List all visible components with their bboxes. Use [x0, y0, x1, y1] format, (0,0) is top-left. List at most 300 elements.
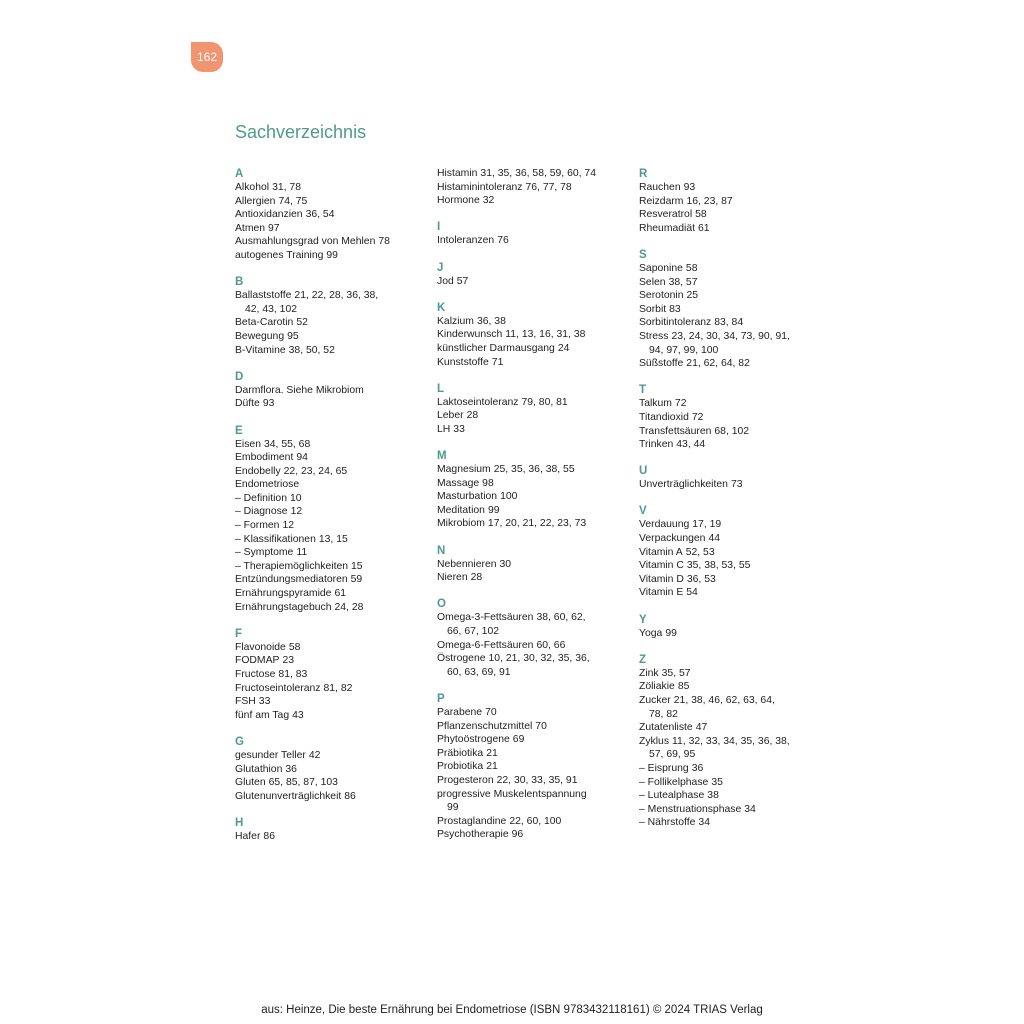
entry-pages: 59 [350, 574, 363, 586]
index-entry [235, 601, 425, 615]
entry-pages: 94 [296, 452, 308, 464]
index-entry [437, 328, 627, 342]
entry-term: B-Vitamine [235, 344, 286, 356]
entry-pages: 34, 55, 68 [264, 438, 311, 450]
entry-pages: 15 [351, 560, 363, 572]
entry-pages: 38, 57 [668, 276, 698, 288]
index-entry [235, 763, 425, 777]
section-letter: O [437, 598, 446, 611]
entry-term: FODMAP [235, 655, 280, 667]
entry-term: Ernährungspyramide [235, 588, 332, 600]
entry-term: LH [437, 423, 451, 435]
entry-term: Yoga [639, 627, 663, 639]
index-entry [235, 492, 425, 506]
index-section [235, 735, 425, 803]
entry-term: künstlicher Darmausgang [437, 342, 555, 354]
index-entry [437, 611, 627, 625]
index-section [639, 464, 829, 492]
entry-term: fünf am Tag [235, 709, 290, 721]
index-entry [437, 652, 627, 666]
index-entry [437, 828, 627, 842]
entry-pages: 52 [296, 317, 308, 329]
index-section [639, 248, 829, 371]
entry-term: Omega-3-Fettsäuren [437, 612, 534, 624]
entry-pages: 31, 35, 36, 58, 59, 60, 74 [480, 168, 596, 179]
entry-term: Entzündungsmediatoren [235, 574, 348, 586]
index-entry [235, 303, 425, 317]
index-entry [235, 776, 425, 790]
entry-pages: 79, 80, 81 [521, 396, 568, 408]
entry-term: Laktoseintoleranz [437, 396, 519, 408]
entry-term: Zucker [639, 695, 671, 706]
entry-pages: 86 [344, 790, 356, 802]
entry-pages: 93 [262, 398, 275, 410]
entry-pages: 10 [289, 492, 302, 504]
index-entry [639, 680, 829, 694]
entry-term: – Symptome [235, 547, 294, 559]
index-entry [235, 505, 425, 519]
entry-pages: 58 [288, 641, 301, 653]
entry-term: FSH [235, 696, 256, 708]
entry-term: gesunder Teller [235, 749, 306, 761]
entry-pages: 100 [500, 491, 518, 503]
entry-term: Eisen [235, 438, 261, 450]
entry-pages: 99 [487, 504, 500, 516]
entry-term: Mikrobiom [437, 518, 485, 530]
entry-pages: 93 [683, 182, 696, 193]
entry-term: Meditation [437, 504, 485, 516]
index-entry [437, 801, 627, 815]
entry-pages: 23 [282, 655, 295, 667]
entry-term: Ernährungstagebuch [235, 601, 332, 613]
entry-pages: 43, 44 [676, 439, 706, 451]
index-entry [639, 789, 829, 803]
entry-term: – Menstruationsphase [639, 803, 742, 815]
entry-pages: 76, 77, 78 [525, 181, 572, 193]
entry-term: Unverträglichkeiten [639, 479, 728, 491]
entry-term: Vitamin C [639, 560, 684, 572]
index-entry [639, 438, 829, 452]
entry-term: Vitamin E [639, 587, 684, 599]
entry-term: Ballaststoffe [235, 290, 292, 302]
entry-term: Verpackungen [639, 533, 706, 545]
entry-pages: 38, 50, 52 [288, 344, 335, 356]
index-section [639, 613, 829, 641]
entry-pages: 31, 78 [272, 182, 301, 193]
entry-term: Transfettsäuren [639, 425, 712, 437]
index-entry [437, 504, 627, 518]
section-letter: P [437, 693, 445, 705]
entry-term: Flavonoide [235, 641, 286, 653]
index-entry [639, 762, 829, 776]
entry-term: Pflanzenschutzmittel [437, 720, 533, 732]
entry-pages: 72 [691, 411, 704, 423]
index-section [639, 504, 829, 600]
index-entry [437, 747, 627, 761]
entry-pages: 58 [695, 209, 707, 221]
index-entry [639, 181, 829, 195]
index-entry [437, 733, 627, 747]
entry-term: Histamin [437, 168, 478, 179]
index-entry [639, 289, 829, 303]
section-letter: G [235, 735, 244, 748]
index-entry [437, 760, 627, 774]
index-entry [639, 546, 829, 560]
index-entry [437, 774, 627, 788]
entry-pages: 35, 38, 53, 55 [686, 560, 751, 572]
page-title: Sachverzeichnis [235, 122, 367, 142]
index-entry [639, 208, 829, 222]
entry-term: Atmen [235, 222, 266, 234]
section-letter: H [235, 816, 244, 829]
index-entry [437, 571, 627, 585]
index-entry [639, 425, 829, 439]
index-entry [639, 397, 829, 411]
entry-term: Kinderwunsch [437, 329, 503, 341]
entry-pages: 25 [686, 290, 699, 302]
entry-pages: 52, 53 [685, 546, 715, 558]
entry-term: Titandioxid [639, 411, 689, 423]
entry-term: Fructoseintoleranz [235, 682, 321, 694]
entry-pages: 81, 82 [323, 682, 353, 694]
section-letter: B [235, 276, 244, 289]
entry-pages: 69 [512, 734, 525, 746]
index-entry [235, 195, 425, 209]
index-entry [639, 627, 829, 641]
entry-pages: 44 [708, 533, 721, 545]
index-entry [639, 222, 829, 236]
index-section [437, 449, 627, 531]
index-entry [437, 490, 627, 504]
index-entry [437, 194, 627, 208]
index-entry [235, 235, 425, 249]
index-column-1 [235, 167, 425, 856]
section-letter: S [639, 248, 647, 261]
entry-term: Nieren [437, 572, 468, 584]
index-entry [437, 463, 627, 477]
index-entry [639, 411, 829, 425]
entry-term: Endometriose [235, 479, 300, 491]
entry-term: Prostaglandine [437, 815, 507, 827]
entry-pages: 54 [686, 587, 698, 599]
index-section [437, 544, 627, 585]
entry-pages: 33 [258, 696, 271, 708]
entry-pages: 68, 102 [714, 425, 750, 437]
entry-term: – Definition [235, 492, 287, 504]
index-entry [235, 573, 425, 587]
index-entry [639, 532, 829, 546]
entry-pages: 78 [378, 236, 390, 248]
index-entry [437, 815, 627, 829]
entry-pages: 30 [499, 558, 512, 570]
entry-term: Trinken [639, 439, 674, 451]
index-section [235, 424, 425, 615]
index-section [235, 627, 425, 723]
entry-pages: 21 [486, 761, 498, 773]
index-entry [437, 167, 627, 181]
entry-pages: 22, 60, 100 [509, 815, 562, 827]
entry-pages: 34 [744, 803, 756, 815]
entry-pages: 35 [711, 776, 723, 788]
entry-term: Saponine [639, 262, 683, 274]
index-entry [437, 558, 627, 572]
entry-pages: 57 [456, 275, 469, 287]
entry-term: Zink [639, 667, 659, 679]
entry-pages: 36, 53 [686, 573, 716, 585]
entry-term: – Formen [235, 520, 280, 532]
entry-term: Masturbation [437, 491, 498, 503]
entry-term: Magnesium [437, 464, 491, 476]
index-entry [235, 682, 425, 696]
index-section [639, 653, 829, 830]
index-entry [639, 667, 829, 681]
entry-pages: 72 [674, 398, 687, 410]
entry-term: Endobelly [235, 465, 281, 477]
entry-pages: 32 [482, 195, 495, 207]
index-entry [437, 356, 627, 370]
entry-pages: 17, 19 [692, 519, 722, 531]
index-entry [235, 587, 425, 601]
index-entry [235, 344, 425, 358]
section-letter: U [639, 465, 648, 478]
entry-term: Allergien [235, 195, 276, 207]
entry-pages: 95 [287, 330, 299, 342]
section-letter: E [235, 424, 243, 437]
index-section [437, 692, 627, 842]
index-entry [639, 559, 829, 573]
entry-pages: 47 [695, 722, 708, 734]
index-entry [235, 249, 425, 263]
entry-pages: 24, 28 [334, 601, 364, 613]
entry-pages: 70 [535, 720, 547, 732]
entry-pages: 21, 62, 64, 82 [686, 358, 750, 370]
entry-pages: 74, 75 [278, 195, 308, 207]
section-letter: K [437, 301, 446, 314]
index-section [639, 167, 829, 235]
entry-term: Sorbitintoleranz [639, 317, 712, 329]
entry-term: Zutatenliste [639, 722, 693, 734]
entry-pages: 25, 35, 36, 38, 55 [493, 464, 575, 476]
index-entry [235, 181, 425, 195]
entry-term: Antioxidanzien [235, 209, 303, 221]
index-section [437, 382, 627, 437]
entry-term: Zöliakie [639, 681, 675, 693]
entry-term: Darmflora. Siehe Mikrobiom [235, 384, 364, 396]
entry-pages: 22, 23, 24, 65 [283, 465, 348, 477]
entry-term: Leber [437, 410, 464, 422]
index-section [437, 261, 627, 289]
index-entry [235, 384, 425, 398]
entry-pages: 66, 67, 102 [447, 626, 499, 638]
index-entry [437, 234, 627, 248]
entry-pages: 24 [557, 342, 570, 354]
entry-pages: 71 [491, 356, 504, 368]
index-section [437, 301, 627, 369]
entry-pages: 13, 15 [318, 533, 348, 545]
index-entry [437, 788, 627, 802]
index-section [235, 816, 425, 844]
index-column-3 [639, 167, 829, 843]
index-entry [639, 803, 829, 817]
entry-term: – Follikelphase [639, 776, 709, 788]
entry-term: Hafer [235, 830, 261, 842]
index-entry [235, 478, 425, 492]
entry-pages: 28 [466, 410, 479, 422]
entry-term: autogenes Training [235, 249, 324, 261]
index-entry [235, 709, 425, 723]
entry-pages: 76 [497, 235, 509, 247]
entry-term: Bewegung [235, 330, 285, 342]
index-entry [235, 546, 425, 560]
index-entry [639, 735, 829, 749]
section-letter: I [437, 221, 441, 234]
entry-term: Probiotika [437, 761, 484, 773]
entry-pages: 28 [470, 572, 483, 584]
entry-term: Stress [639, 330, 669, 342]
entry-pages: 61 [698, 222, 710, 234]
entry-pages: 78, 82 [649, 708, 678, 720]
source-footer: aus: Heinze, Die beste Ernährung bei Endometriose (ISBN 9783432118161) © 2024 TRIAS Verlag [261, 1004, 763, 1016]
entry-term: Parabene [437, 707, 483, 718]
entry-term: Östrogene [437, 653, 486, 665]
entry-term: Nebennieren [437, 558, 497, 570]
index-entry [437, 666, 627, 680]
entry-pages: 86 [263, 830, 275, 842]
entry-pages: 35, 57 [661, 667, 691, 679]
entry-term: Gluten [235, 777, 266, 789]
index-entry [437, 342, 627, 356]
page-number-badge: 162 [191, 42, 223, 72]
index-entry [437, 275, 627, 289]
entry-term: Intoleranzen [437, 235, 495, 247]
entry-term: Präbiotika [437, 747, 484, 759]
entry-pages: 96 [511, 829, 524, 841]
section-letter: M [437, 450, 447, 463]
index-entry [639, 776, 829, 790]
entry-pages: 60, 66 [536, 639, 566, 651]
index-column-2 [437, 167, 627, 855]
entry-pages: 38, 60, 62, [536, 612, 586, 624]
entry-term: Serotonin [639, 290, 684, 302]
entry-pages: 36 [691, 762, 704, 774]
entry-term: Selen [639, 276, 666, 288]
entry-pages: 58 [685, 262, 698, 274]
entry-pages: 73 [730, 479, 743, 491]
entry-term: Vitamin A [639, 546, 683, 558]
index-entry [437, 315, 627, 329]
entry-term: – Lutealphase [639, 790, 705, 802]
index-entry [639, 316, 829, 330]
index-entry [235, 330, 425, 344]
entry-pages: 61 [334, 588, 347, 600]
section-letter: R [639, 168, 648, 180]
index-section [235, 167, 425, 263]
index-entry [639, 708, 829, 722]
index-section [235, 370, 425, 411]
entry-pages: 17, 20, 21, 22, 23, 73 [487, 518, 587, 530]
section-letter: J [437, 261, 444, 274]
entry-pages: 36, 38 [476, 315, 506, 327]
section-letter: L [437, 382, 445, 395]
index-entry [235, 641, 425, 655]
entry-pages: 16, 23, 87 [686, 195, 733, 207]
index-section [639, 383, 829, 451]
index-entry [437, 423, 627, 437]
index-entry [639, 573, 829, 587]
entry-pages: 23, 24, 30, 34, 73, 90, 91, [671, 330, 790, 342]
index-entry [437, 477, 627, 491]
entry-pages: 21, 22, 28, 36, 38, [294, 290, 379, 302]
index-entry [437, 720, 627, 734]
entry-pages: 65, 85, 87, 103 [268, 777, 338, 789]
entry-term: Histaminintoleranz [437, 181, 523, 193]
entry-pages: 42, 43, 102 [245, 303, 297, 315]
index-entry [235, 749, 425, 763]
index-section [437, 597, 627, 679]
entry-pages: 11 [296, 547, 308, 559]
section-letter: Z [639, 653, 647, 666]
entry-term: Düfte [235, 398, 260, 410]
section-letter: Y [639, 613, 647, 626]
index-entry [639, 518, 829, 532]
section-letter: T [639, 384, 647, 397]
entry-term: – Diagnose [235, 506, 288, 518]
index-entry [235, 695, 425, 709]
entry-pages: 83 [669, 303, 681, 315]
entry-term: – Eisprung [639, 762, 689, 774]
index-entry [639, 276, 829, 290]
index-entry [437, 396, 627, 410]
index-entry [437, 409, 627, 423]
index-entry [235, 830, 425, 844]
entry-term: Sorbit [639, 303, 667, 315]
index-entry [235, 222, 425, 236]
entry-term: Progesteron [437, 774, 494, 786]
entry-term: – Therapiemöglichkeiten [235, 560, 349, 572]
index-section [437, 220, 627, 248]
index-entry [639, 330, 829, 344]
entry-pages: 12 [282, 520, 295, 532]
entry-pages: 99 [665, 627, 677, 639]
entry-term: Vitamin D [639, 573, 684, 585]
entry-pages: 70 [485, 707, 497, 718]
index-entry [437, 706, 627, 720]
entry-pages: 42 [308, 749, 321, 761]
index-entry [639, 195, 829, 209]
index-entry [639, 478, 829, 492]
entry-term: progressive Muskelentspannung [437, 788, 587, 800]
section-letter: N [437, 544, 446, 557]
index-entry [235, 316, 425, 330]
entry-term: Omega-6-Fettsäuren [437, 639, 534, 651]
entry-term: Verdauung [639, 519, 690, 531]
entry-pages: 33 [453, 423, 465, 435]
entry-pages: 60, 63, 69, 91 [447, 666, 511, 678]
entry-pages: 97 [268, 222, 280, 234]
entry-term: Beta-Carotin [235, 317, 294, 329]
section-letter: F [235, 627, 243, 640]
section-letter: D [235, 370, 244, 383]
entry-term: Alkohol [235, 182, 270, 193]
index-entry [639, 816, 829, 830]
entry-pages: 21, 38, 46, 62, 63, 64, [673, 695, 775, 706]
entry-term: Hormone [437, 195, 480, 207]
entry-term: Rheumadiät [639, 222, 696, 234]
index-entry [235, 208, 425, 222]
index-entry [437, 639, 627, 653]
entry-term: Massage [437, 477, 480, 489]
entry-pages: 99 [326, 249, 338, 261]
